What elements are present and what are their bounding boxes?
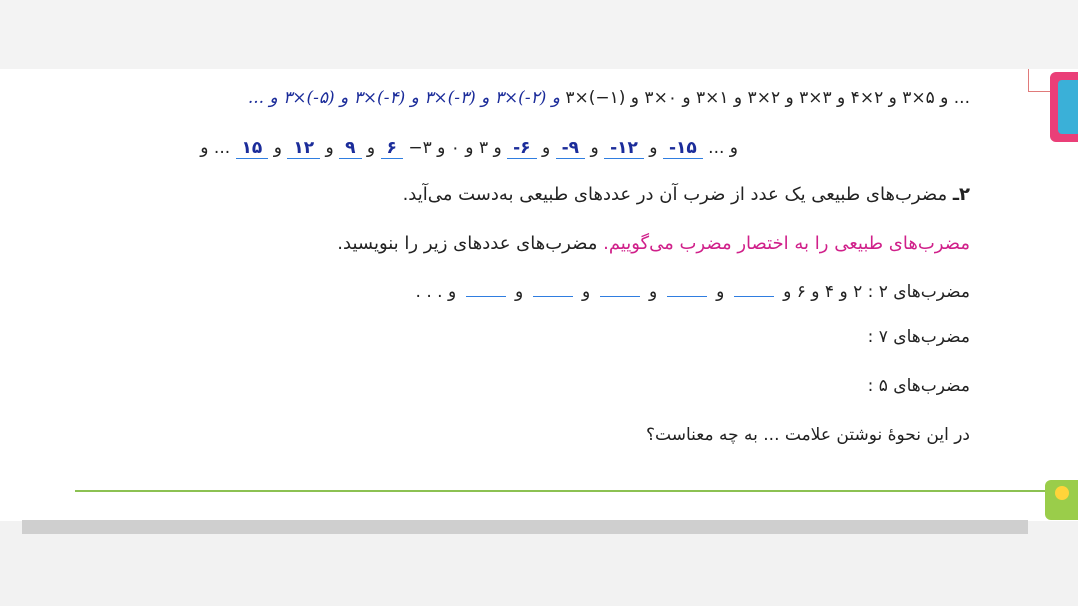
item-number: ۲ـ <box>952 184 970 205</box>
divider-rule <box>75 490 1050 492</box>
multiples-2-values: ۲ و ۴ و ۶ و <box>783 282 863 302</box>
row2-printed-mid: و ۳ و ۰ و ۳− <box>408 138 502 158</box>
answer-blank: ۱۵ <box>236 138 269 159</box>
answer-blank: ۱۲- <box>604 138 644 159</box>
multiples-5-label: مضرب‌های ۵ : <box>867 376 970 396</box>
question-line <box>646 425 970 445</box>
blank-line <box>600 296 640 297</box>
blank-line <box>667 296 707 297</box>
answer-blank: ۱۵- <box>663 138 703 159</box>
multiples-2-tail: و . . . <box>415 282 457 302</box>
horizontal-scrollbar[interactable] <box>22 520 1028 534</box>
question-text: در این نحوهٔ نوشتن علامت ... به چه معناست؟ <box>646 425 970 445</box>
row2-left: و ... ۱۵- و ۱۲- و ۹- و ۶- و ۳ و ۰ و ۳− ۶ و ۹ و ۱۲ و ۱۵ ... و <box>200 138 738 158</box>
instruction-text: مضرب‌های عددهای زیر را بنویسید. <box>337 233 598 254</box>
answer-blank: ۹- <box>556 138 585 159</box>
answer-blank: ۱۲ <box>287 138 320 159</box>
multiples-2-line: مضرب‌های ۲ : ۲ و ۴ و ۶ و و و و و و . . . <box>415 282 970 302</box>
row1-line <box>248 88 970 108</box>
definition-text: مضرب‌های طبیعی یک عدد از ضرب آن در عددهای طبیعی به‌دست می‌آید. <box>402 184 948 205</box>
answer-blank: ۹ <box>339 138 361 159</box>
row2-printed-left: ... و <box>200 138 231 158</box>
row2-printed-end: و ... <box>708 138 738 158</box>
multiples-5-line <box>868 376 970 396</box>
top-band <box>0 0 1078 69</box>
bulb-icon <box>1055 486 1069 500</box>
pink-note: مضرب‌های طبیعی را به اختصار مضرب می‌گوییم. <box>603 233 970 254</box>
row1-handwritten: و (۲-)×۳ و (۳-)×۳ و (۴-)×۳ و (۵-)×۳ و ... <box>247 88 560 108</box>
chapter-tab[interactable] <box>1050 72 1078 142</box>
multiples-7-line <box>868 327 970 347</box>
blank-line <box>466 296 506 297</box>
definition-line <box>403 184 970 205</box>
note-line <box>337 233 970 254</box>
multiples-2-label: مضرب‌های ۲ : <box>867 282 970 302</box>
answer-blank: ۶ <box>381 138 403 159</box>
blank-line <box>734 296 774 297</box>
multiples-7-label: مضرب‌های ۷ : <box>867 327 970 347</box>
chapter-tab-inner <box>1058 80 1078 134</box>
answer-blank: ۶- <box>507 138 536 159</box>
blank-line <box>533 296 573 297</box>
side-tab-green[interactable] <box>1045 480 1078 520</box>
row1-printed: ... و ۵×۳ و ۲×۴ و ۳×۳ و ۲×۳ و ۱×۳ و ۰×۳ و (۱−)×۳ <box>565 88 970 108</box>
